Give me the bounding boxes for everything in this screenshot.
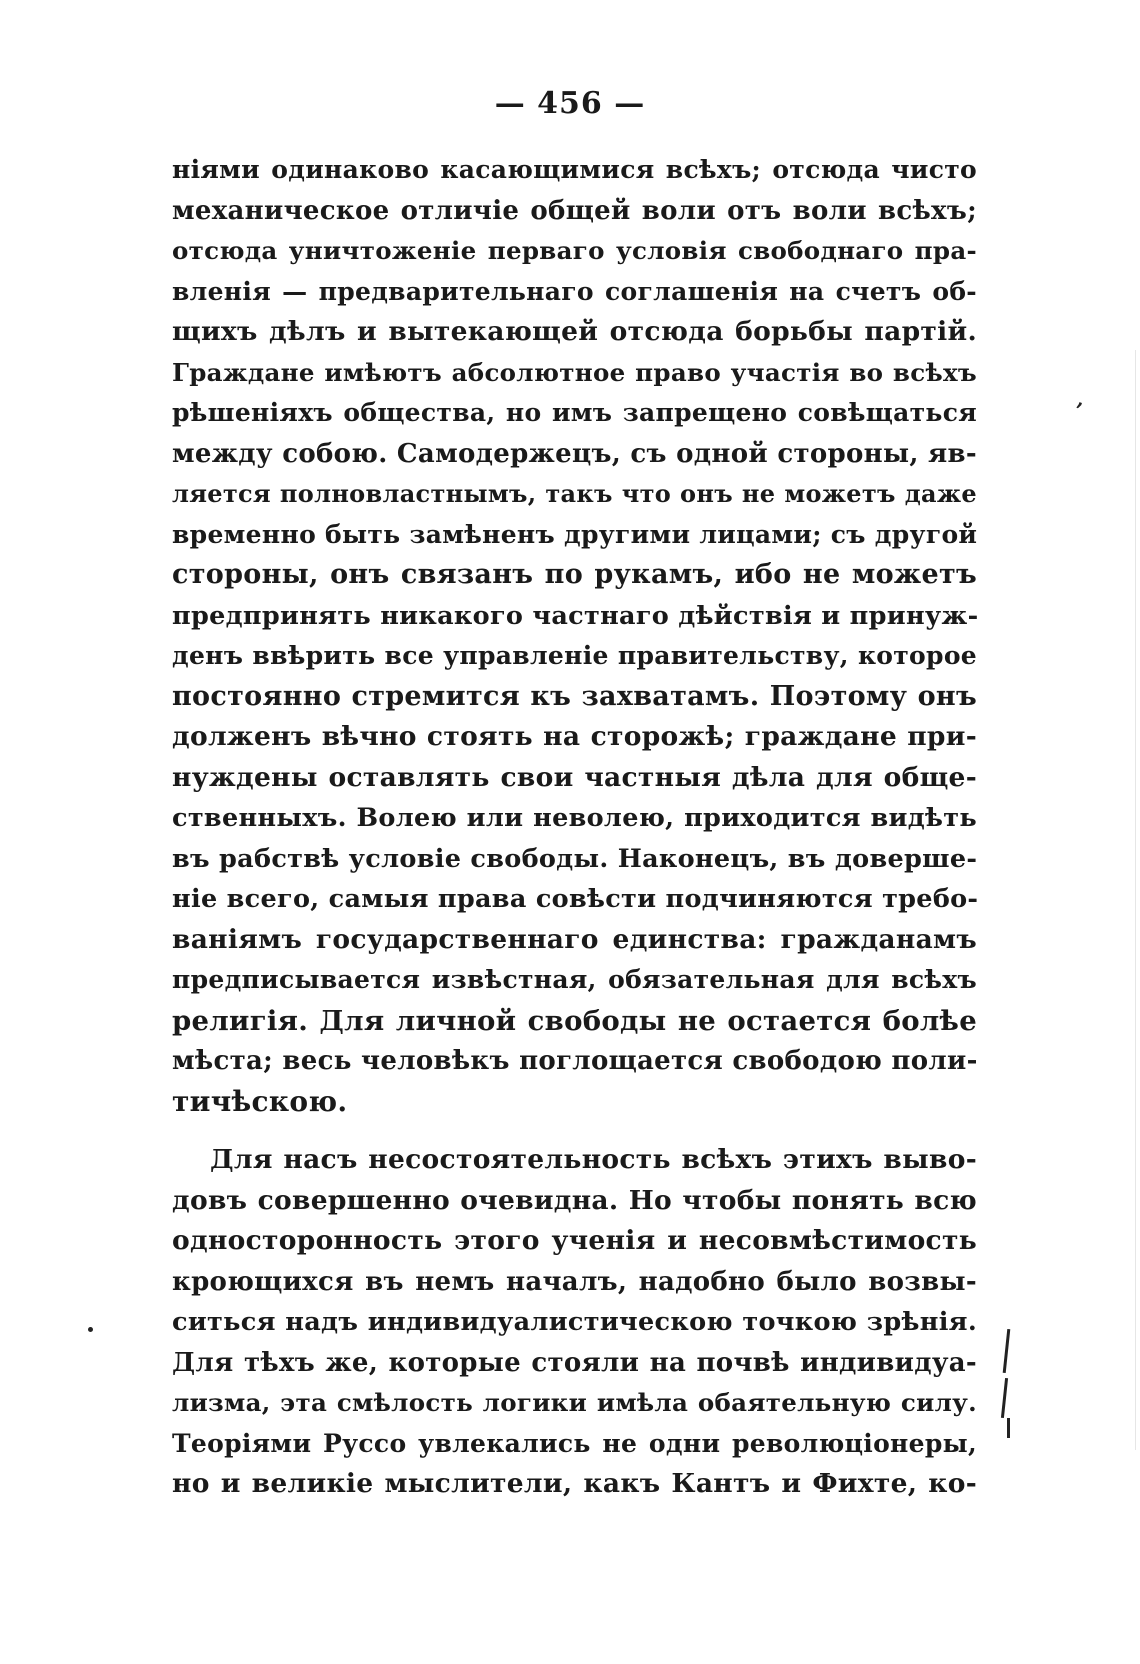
paragraph-gap bbox=[172, 1122, 977, 1140]
text-line: ственныхъ. Волею или неволею, приходится видѣть bbox=[172, 803, 977, 833]
text-line: религія. Для личной свободы не остается болѣе bbox=[172, 1004, 977, 1037]
text-line: ляется полновластнымъ, такъ что онъ не можетъ даже bbox=[172, 479, 977, 508]
text-line: Для тѣхъ же, которые стояли на почвѣ индивидуа- bbox=[172, 1347, 977, 1378]
text-line: стороны, онъ связанъ по рукамъ, ибо не можетъ bbox=[172, 559, 977, 590]
margin-bracket-mark bbox=[1003, 1329, 1011, 1373]
text-line: кроющихся въ немъ началъ, надобно было возвы- bbox=[172, 1266, 977, 1297]
text-line: предписывается извѣстная, обязательная для всѣхъ bbox=[172, 965, 977, 994]
text-line: щихъ дѣлъ и вытекающей отсюда борьбы партій. bbox=[172, 316, 977, 347]
text-line: но и великіе мыслители, какъ Кантъ и Фихте, ко- bbox=[172, 1468, 977, 1499]
margin-pencil-mark: , bbox=[1073, 382, 1092, 414]
text-line: постоянно стремится къ захватамъ. Поэтому онъ bbox=[172, 680, 977, 712]
page-number: — 456 — bbox=[494, 86, 646, 121]
text-line: мѣста; весь человѣкъ поглощается свободою поли- bbox=[172, 1046, 978, 1076]
page-edge-shadow bbox=[1135, 350, 1136, 1450]
text-line: между собою. Самодержецъ, съ одной стороны, яв- bbox=[172, 438, 977, 469]
margin-dot-mark bbox=[88, 1327, 93, 1332]
text-line: Теоріями Руссо увлекались не одни революціонеры, bbox=[172, 1428, 977, 1458]
body-text bbox=[172, 150, 977, 1505]
text-line: рѣшеніяхъ общества, но имъ запрещено совѣщаться bbox=[172, 398, 977, 427]
text-line: односторонность этого ученія и несовмѣстимость bbox=[172, 1225, 977, 1256]
margin-bracket-mark bbox=[1007, 1418, 1010, 1438]
margin-bracket-mark bbox=[1001, 1378, 1008, 1418]
text-line: лизма, эта смѣлость логики имѣла обаятельную силу. bbox=[172, 1388, 977, 1417]
text-line: нуждены оставлять свои частныя дѣла для обще- bbox=[172, 761, 977, 793]
text-line: въ рабствѣ условіе свободы. Наконецъ, въ доверше- bbox=[172, 843, 978, 874]
text-line: механическое отличіе общей воли отъ воли всѣхъ; bbox=[172, 195, 977, 226]
paragraph-2 bbox=[172, 1140, 977, 1505]
text-line: ваніямъ государственнаго единства: гражданамъ bbox=[172, 923, 977, 955]
text-line: довъ совершенно очевидна. Но чтобы понять всю bbox=[172, 1184, 977, 1216]
text-line: долженъ вѣчно стоять на сторожѣ; граждане при- bbox=[172, 721, 977, 752]
paragraph-1 bbox=[172, 150, 977, 1122]
text-line: временно быть замѣненъ другими лицами; съ другой bbox=[172, 519, 978, 549]
text-line: ніями одинаково касающимися всѣхъ; отсюда чисто bbox=[172, 155, 977, 184]
text-line: отсюда уничтоженіе перваго условія свободнаго пра- bbox=[172, 236, 977, 265]
text-line: денъ ввѣрить все управленіе правительству, которое bbox=[172, 641, 977, 670]
text-line: Граждане имѣютъ абсолютное право участія во всѣхъ bbox=[172, 357, 977, 387]
text-line: ситься надъ индивидуалистическою точкою зрѣнія. bbox=[172, 1307, 977, 1337]
text-line: тичѣскою. bbox=[172, 1084, 348, 1118]
text-line: ніе всего, самыя права совѣсти подчиняются требо- bbox=[172, 884, 979, 914]
text-line: Для насъ несостоятельность всѣхъ этихъ выво- bbox=[210, 1144, 977, 1175]
text-line: вленія — предварительнаго соглашенія на счетъ об- bbox=[172, 276, 977, 306]
text-line: предпринять никакого частнаго дѣйствія и принуж- bbox=[172, 600, 979, 631]
